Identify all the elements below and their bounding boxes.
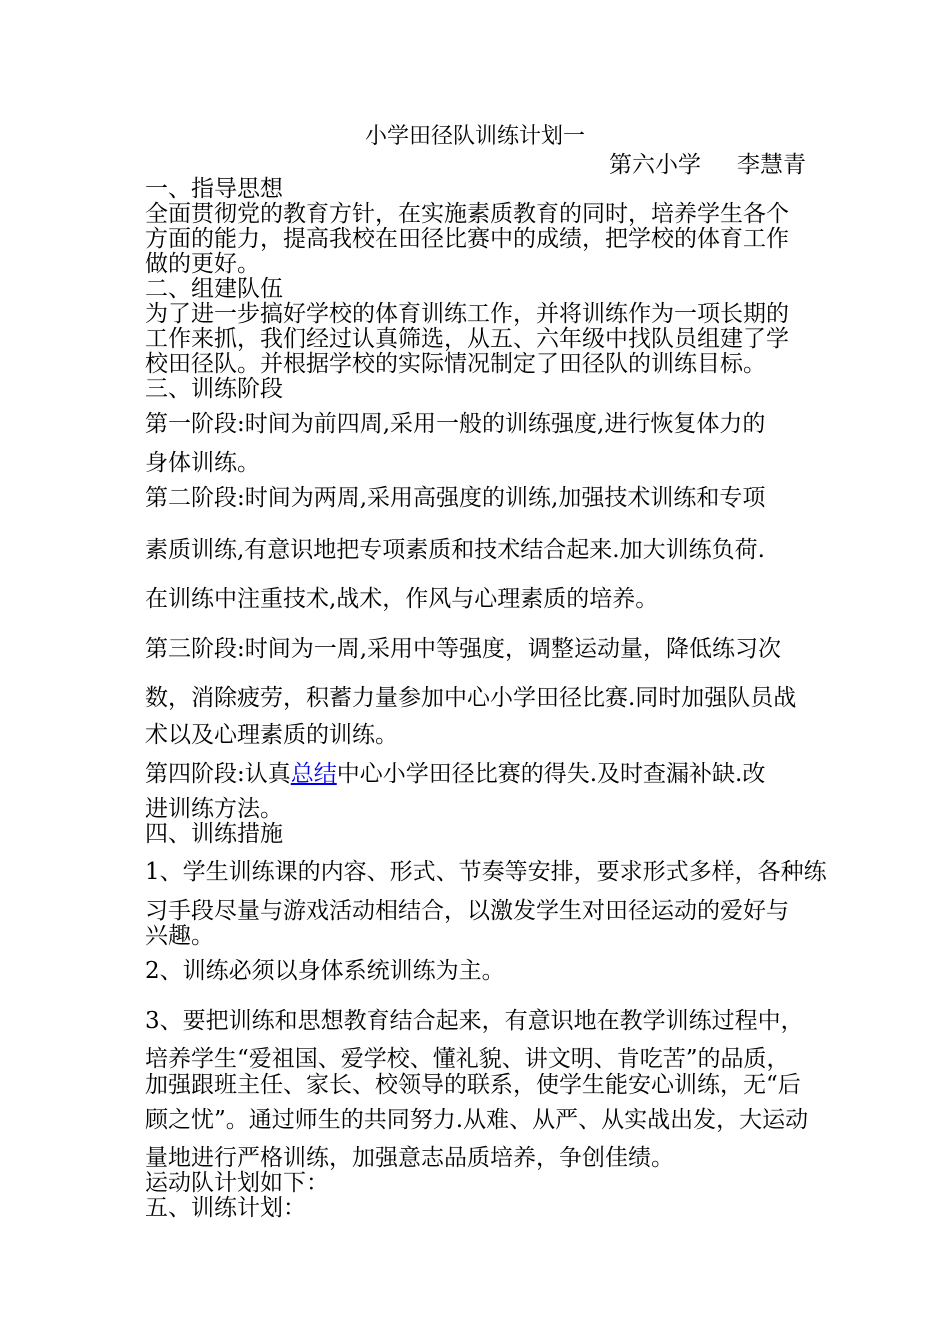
stage4-prefix: 第四阶段:认真: [145, 761, 291, 787]
section-heading: 四、训练措施: [145, 821, 283, 847]
paragraph-line: 方面的能力，提高我校在田径比赛中的成绩，把学校的体育工作: [145, 226, 789, 252]
paragraph-line: 2、训练必须以身体系统训练为主。: [145, 958, 505, 984]
paragraph-line: 第一阶段:时间为前四周,采用一般的训练强度,进行恢复体力的: [145, 411, 766, 437]
paragraph-line: 培养学生“爱祖国、爱学校、懂礼貌、讲文明、肯吃苦”的品质，: [145, 1046, 790, 1072]
paragraph-line: 3、要把训练和思想教育结合起来，有意识地在教学训练过程中，: [145, 1008, 804, 1034]
section-heading: 二、组建队伍: [145, 276, 283, 302]
paragraph-line: 做的更好。: [145, 251, 260, 277]
paragraph-line: 数，消除疲劳，积蓄力量参加中心小学田径比赛.同时加强队员战: [145, 685, 797, 711]
paragraph-line: 1、学生训练课的内容、形式、节奏等安排，要求形式多样，各种练: [145, 859, 827, 885]
paragraph-line: 术以及心理素质的训练。: [145, 722, 398, 748]
section-heading: 一、指导思想: [145, 176, 283, 202]
paragraph-line: 运动队计划如下：: [145, 1170, 329, 1196]
paragraph-line: 身体训练。: [145, 450, 260, 476]
section-heading: 三、训练阶段: [145, 376, 283, 402]
paragraph-line: 量地进行严格训练，加强意志品质培养，争创佳绩。: [145, 1145, 674, 1171]
paragraph-line: 为了进一步搞好学校的体育训练工作，并将训练作为一项长期的: [145, 301, 789, 327]
paragraph-line: 全面贯彻党的教育方针，在实施素质教育的同时，培养学生各个: [145, 201, 789, 227]
paragraph-line: 校田径队。并根据学校的实际情况制定了田径队的训练目标。: [145, 351, 766, 377]
section-heading: 五、训练计划：: [145, 1195, 306, 1221]
paragraph-line: [145, 761, 825, 787]
paragraph-line: 兴趣。: [145, 923, 214, 949]
paragraph-line: 习手段尽量与游戏活动相结合，以激发学生对田径运动的爱好与: [145, 898, 789, 924]
paragraph-line: 在训练中注重技术,战术，作风与心理素质的培养。: [145, 586, 659, 612]
paragraph-line: 第二阶段:时间为两周,采用高强度的训练,加强技术训练和专项: [145, 485, 766, 511]
paragraph-line: 第三阶段:时间为一周,采用中等强度，调整运动量，降低练习次: [145, 636, 782, 662]
summary-link[interactable]: 总结: [290, 761, 337, 787]
paragraph-line: 素质训练,有意识地把专项素质和技术结合起来.加大训练负荷.: [145, 537, 765, 563]
author-line: [0, 152, 806, 178]
paragraph-line: 加强跟班主任、家长、校领导的联系，使学生能安心训练，无“后: [145, 1072, 801, 1098]
author-name: 李慧青: [737, 152, 806, 178]
stage4-suffix: 中心小学田径比赛的得失.及时查漏补缺.改: [336, 761, 766, 787]
school-name: 第六小学: [609, 152, 701, 178]
paragraph-line: 进训练方法。: [145, 796, 283, 822]
document-title: 小学田径队训练计划一: [364, 124, 585, 149]
paragraph-line: 顾之忧”。通过师生的共同努力.从难、从严、从实战出发，大运动: [145, 1107, 809, 1133]
paragraph-line: 工作来抓，我们经过认真筛选，从五、六年级中找队员组建了学: [145, 326, 789, 352]
